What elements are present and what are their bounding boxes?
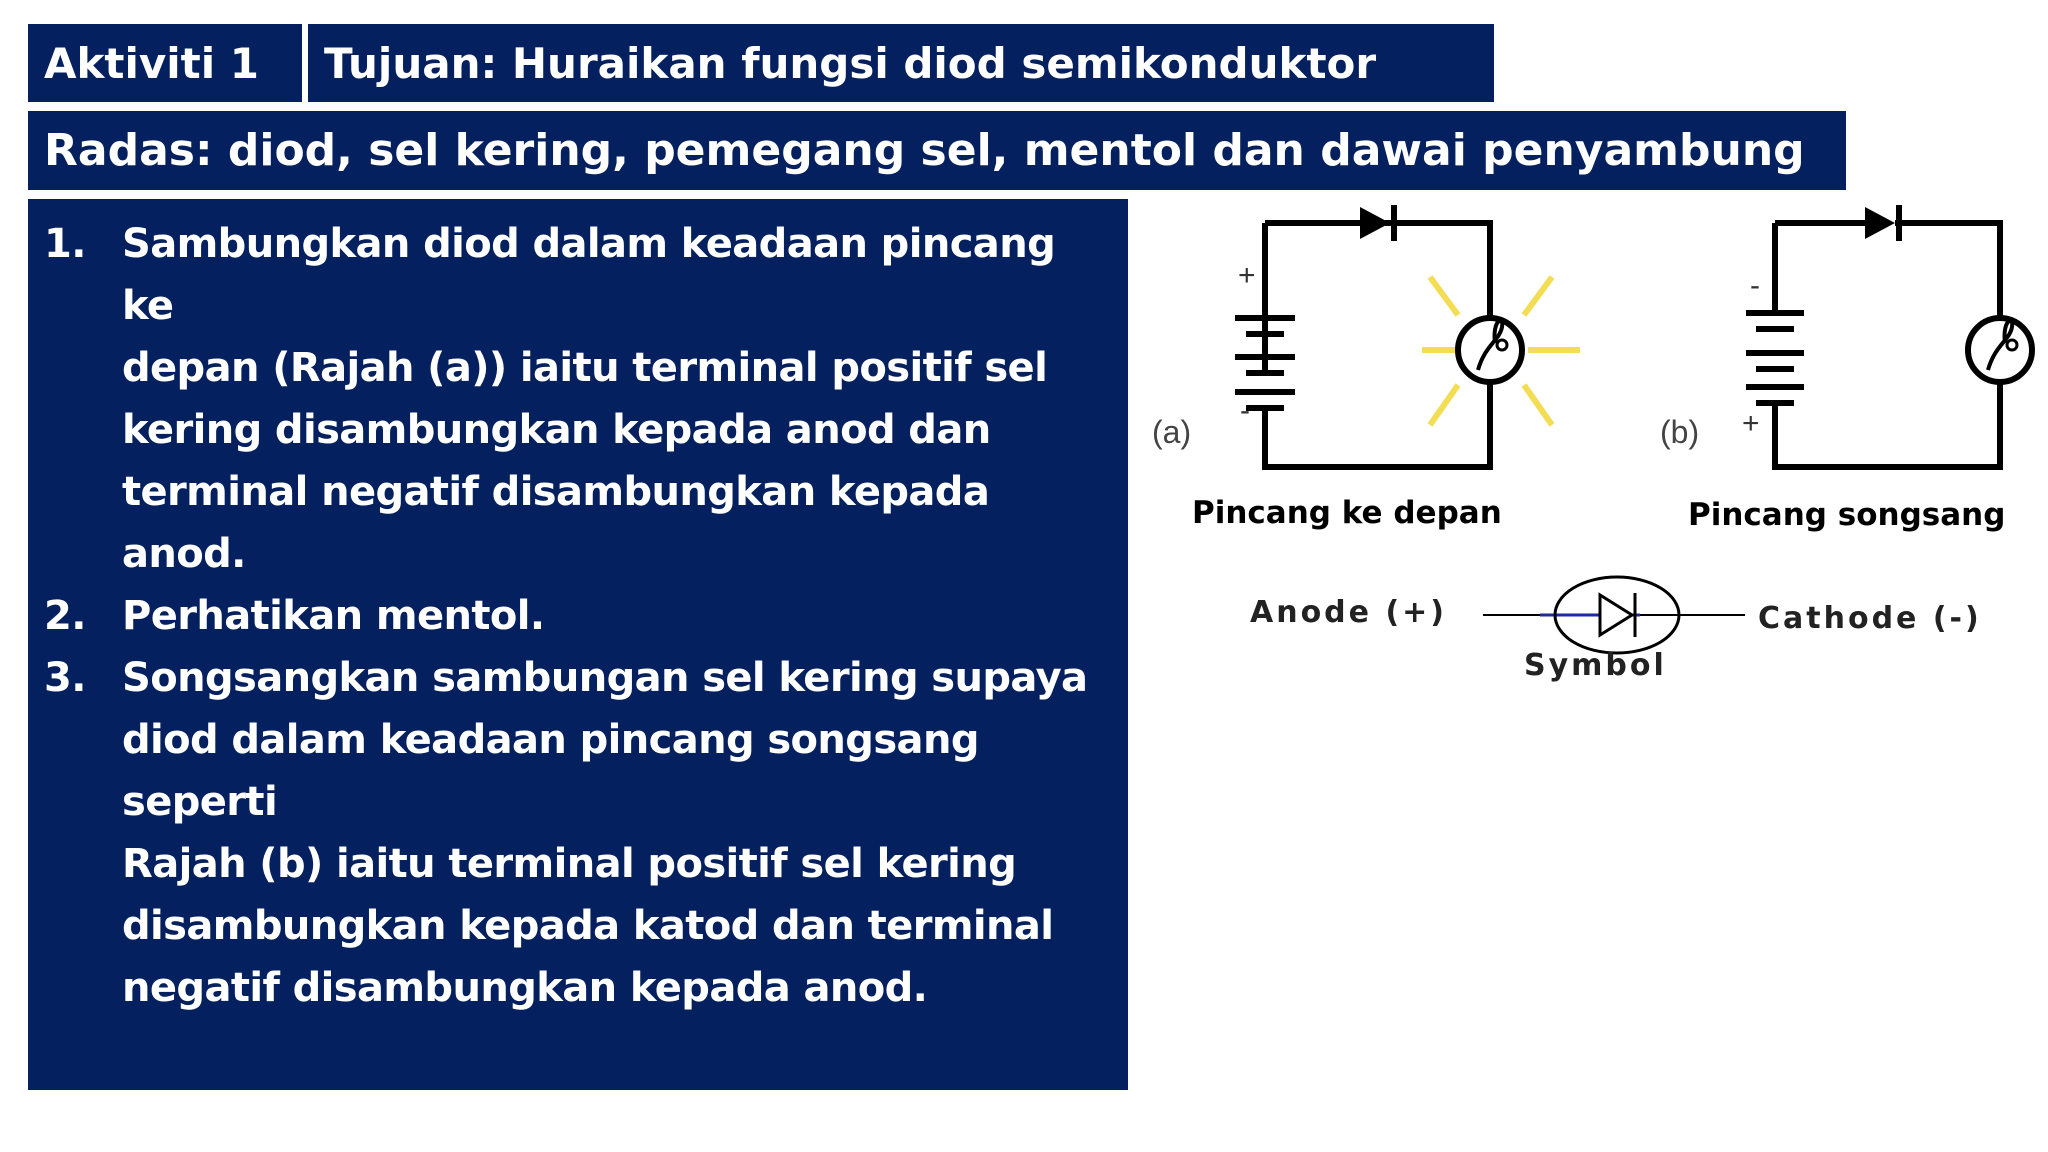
- step-line: terminal negatif disambungkan kepada anod.: [122, 469, 990, 577]
- circuit-a-caption: Pincang ke depan: [1192, 495, 1502, 531]
- circuit-a: [1235, 205, 1580, 467]
- apparatus-title: Radas: diod, sel kering, pemegang sel, mentol dan dawai penyambung: [28, 111, 1846, 190]
- circuit-b: [1746, 205, 2032, 467]
- step-1: [44, 213, 1112, 585]
- step-line: kering disambungkan kepada anod dan: [122, 407, 991, 453]
- step-number: 2.: [44, 593, 86, 639]
- step-2: [44, 585, 1112, 647]
- circuit-b-caption: Pincang songsang: [1688, 497, 2006, 533]
- diode-symbol: [1483, 577, 1745, 653]
- steps-panel: [28, 199, 1128, 1090]
- step-line: Songsangkan sambungan sel kering supaya: [122, 655, 1088, 701]
- step-line: diod dalam keadaan pincang songsang seperti: [122, 717, 979, 825]
- bulb-a-icon: [1458, 318, 1522, 382]
- circuit-diagram: [1140, 195, 2040, 715]
- circuit-a-plus: +: [1238, 259, 1256, 292]
- step-line: negatif disambungkan kepada anod.: [122, 965, 928, 1011]
- step-number: 1.: [44, 221, 86, 267]
- step-3: [44, 647, 1112, 1019]
- step-number: 3.: [44, 655, 86, 701]
- bulb-a-contact: [1497, 340, 1507, 350]
- diode-a-icon: [1360, 207, 1390, 239]
- diode-b-icon: [1865, 207, 1895, 239]
- diode-symbol-icon: [1600, 595, 1632, 635]
- step-line: Rajah (b) iaitu terminal positif sel kering: [122, 841, 1017, 887]
- step-line: disambungkan kepada katod dan terminal: [122, 903, 1054, 949]
- steps-list: [44, 213, 1112, 1019]
- circuit-a-label: (a): [1152, 414, 1192, 450]
- circuit-b-plus: +: [1742, 407, 1760, 440]
- cathode-label: Cathode (-): [1758, 601, 1982, 636]
- step-line: depan (Rajah (a)) iaitu terminal positif sel: [122, 345, 1048, 391]
- bulb-b-icon: [1968, 318, 2032, 382]
- activity-title: Aktiviti 1: [28, 24, 302, 102]
- circuit-b-minus: -: [1750, 269, 1760, 302]
- purpose-title: Tujuan: Huraikan fungsi diod semikonduktor: [308, 24, 1494, 102]
- anode-label: Anode (+): [1250, 595, 1448, 630]
- circuit-a-minus: -: [1240, 394, 1250, 427]
- symbol-caption: Symbol: [1524, 648, 1667, 683]
- step-line: Perhatikan mentol.: [122, 593, 545, 639]
- bulb-b-contact: [2007, 340, 2017, 350]
- circuit-b-label: (b): [1660, 414, 1700, 450]
- step-line: Sambungkan diod dalam keadaan pincang ke: [122, 221, 1056, 329]
